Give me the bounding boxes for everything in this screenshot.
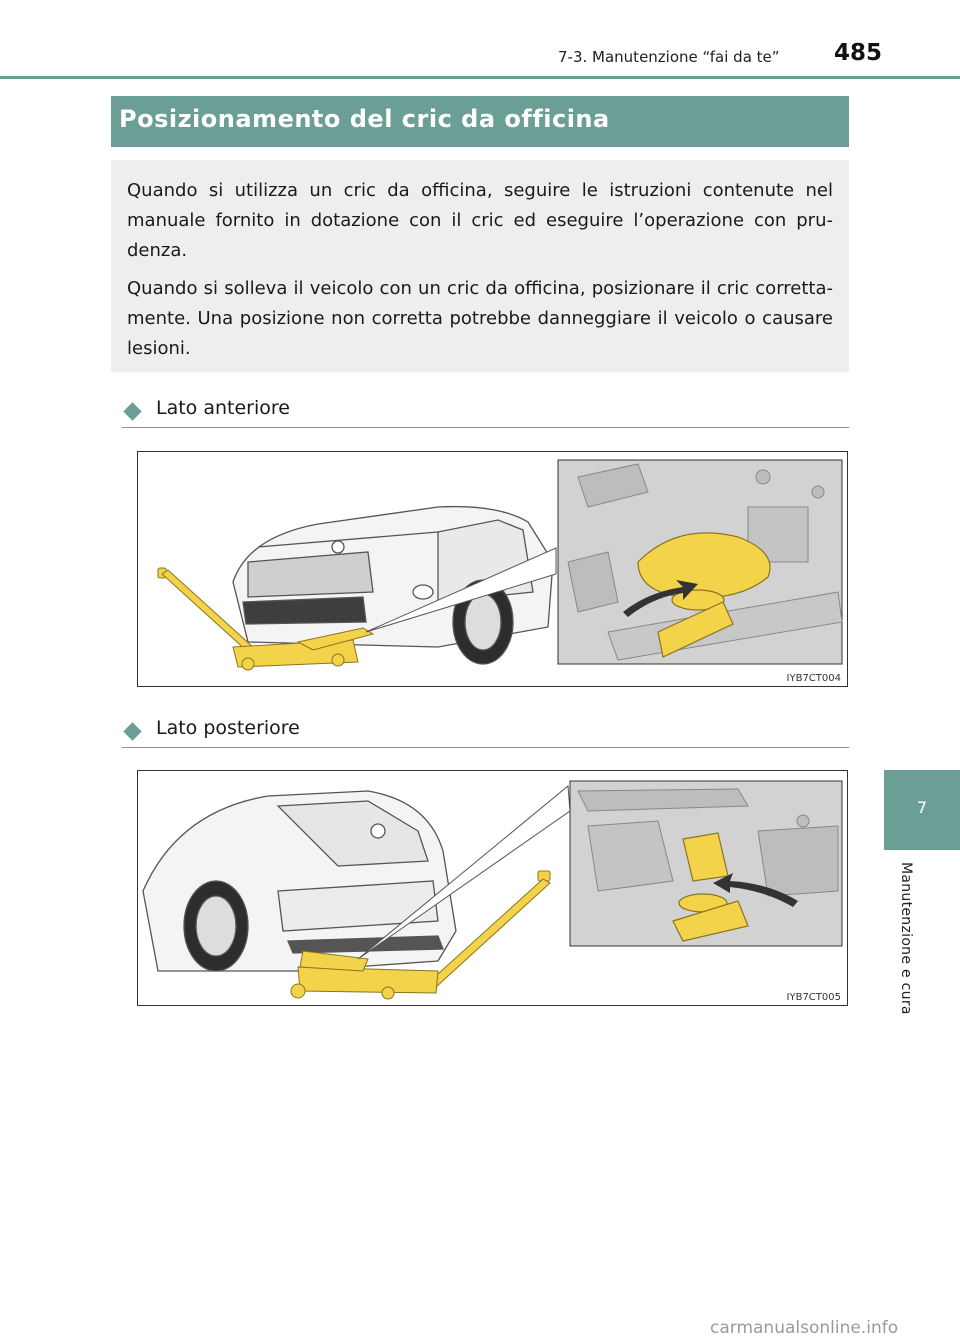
rear-heading-text: Lato posteriore [156, 717, 300, 739]
chapter-title: Manutenzione e cura [898, 862, 914, 1015]
front-jack-figure [137, 451, 848, 687]
front-heading-text: Lato anteriore [156, 397, 290, 419]
intro-box [111, 160, 849, 372]
chapter-tab[interactable] [884, 770, 960, 850]
section-label: 7-3. Manutenzione “fai da te” [558, 48, 780, 66]
chapter-number: 7 [916, 798, 928, 817]
front-heading [122, 397, 849, 428]
section-title-bar [111, 96, 849, 147]
front-figure-code: IYB7CT004 [786, 673, 841, 684]
diamond-bullet-icon [123, 722, 141, 740]
front-jack-illustration [138, 452, 848, 687]
section-title: Posizionamento del cric da officina [119, 105, 610, 133]
rear-figure-code: IYB7CT005 [786, 992, 841, 1003]
rear-heading [122, 717, 849, 748]
intro-paragraph-1: Quando si utilizza un cric da officina, seguire le istruzioni contenute nel manuale fornito in dotazione con il cric ed eseguire l’operazione con pru-denza. [127, 180, 833, 261]
intro-paragraph-2: Quando si solleva il veicolo con un cric da officina, posizionare il cric corretta-mente. Una posizione non corretta potrebbe danneggiare il veicolo o causare lesioni. [127, 278, 833, 359]
rear-jack-illustration [138, 771, 848, 1006]
page-number: 485 [834, 40, 883, 66]
watermark[interactable]: carmanualsonline.info [710, 1318, 899, 1338]
diamond-bullet-icon [123, 402, 141, 420]
header-rule [0, 76, 960, 79]
rear-jack-figure [137, 770, 848, 1006]
